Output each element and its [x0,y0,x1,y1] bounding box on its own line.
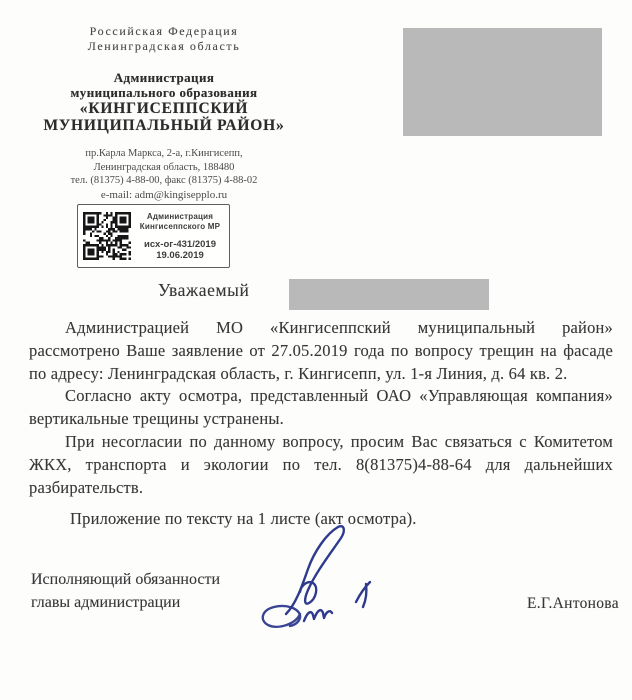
address-region-zip: Ленинградская область, 188480 [93,161,235,173]
letterhead-region: Ленинградская область [87,39,241,53]
address-street: пр.Карла Маркса, 2-а, г.Кингисепп, [85,148,243,159]
signer-title-line2: главы администрации [31,593,181,611]
address-phones: тел. (81375) 4-88-00, факс (81375) 4-88-02 [70,175,258,186]
signer-name: Е.Г.Антонова [527,595,619,612]
stamp-org-line1: Администрация [146,211,214,221]
qr-code-icon [83,212,131,260]
stamp-ref-number: исх-ог-431/2019 [144,238,216,250]
org-name-line3: «КИНГИСЕППСКИЙ [79,100,249,117]
body-paragraph-2: Согласно акту осмотра, представленный ОАО «Управляющая компания» вертикальные трещины устранены. [29,386,613,429]
redaction-box-addressee-name [289,279,489,310]
letterhead-organization [30,70,298,134]
handwritten-signature [256,524,388,642]
letter-body [29,317,613,499]
stamp-text [131,212,229,261]
signer-title-line1: Исполняющий обязанности [31,571,221,588]
body-paragraph-1: Администрацией МО «Кингисеппский муниципальный район» рассмотрено Ваше заявление от 27.05.2019 года по вопросу трещин на фасаде по адресу: Ленинградская область, г. Кингисепп, ул. 1-я Линия, д. 64 кв. 2. [29,318,613,383]
address-email: e-mail: adm@kingisepplo.ru [100,188,228,201]
registration-stamp [77,204,230,268]
org-name-line4: МУНИЦИПАЛЬНЫЙ РАЙОН» [43,117,285,134]
stamp-org-line2: Кингисеппского МР [139,221,221,231]
redaction-box-recipient [403,28,602,136]
body-paragraph-3: При несогласии по данному вопросу, просим Вас связаться с Комитетом ЖКХ, транспорта и экологии по тел. 8(81375)4-88-64 для дальнейших разбирательств. [29,431,613,497]
attachment-note: Приложение по тексту на 1 листе (акт осмотра). [70,509,417,528]
letterhead [30,24,298,202]
org-name-line1: Администрация [113,70,215,85]
letterhead-country: Российская Федерация [89,24,239,38]
signer-title [31,569,220,614]
org-name-line2: муниципального образования [70,85,258,100]
letterhead-address [30,147,298,202]
salutation: Уважаемый [158,280,250,300]
stamp-date: 19.06.2019 [156,249,204,261]
